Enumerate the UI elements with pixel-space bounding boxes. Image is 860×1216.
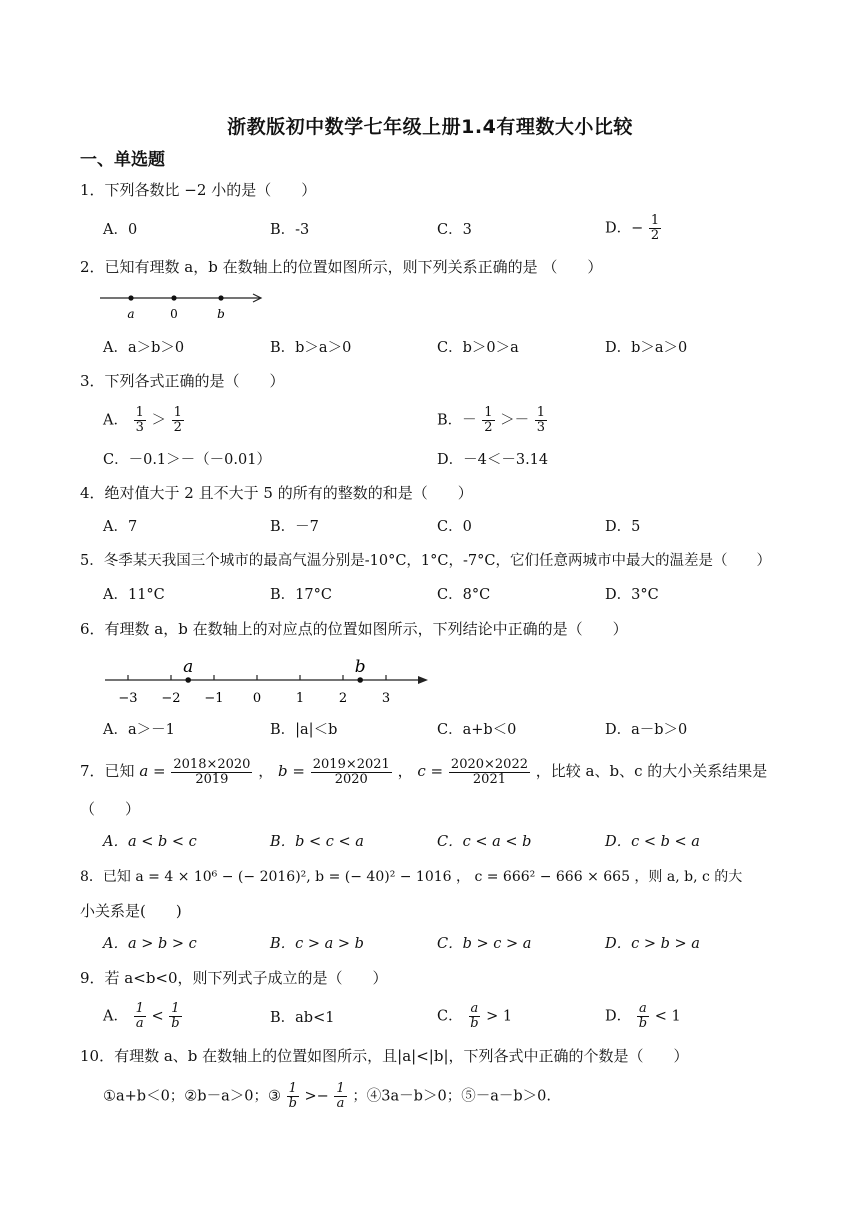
question-9-stem: 9．若 a<b<0，则下列式子成立的是（ ）: [80, 969, 388, 987]
question-7-stem: [80, 755, 767, 787]
axis-tick-label: 3: [381, 691, 391, 706]
numerator: 2020×2022: [450, 756, 528, 772]
q3-option-b: [437, 406, 548, 435]
var-a: a =: [139, 762, 166, 780]
stem-prefix: 7．已知: [80, 762, 140, 780]
fraction: [287, 1082, 299, 1111]
q7-option-a: A．a < b < c: [103, 834, 197, 850]
fraction: [649, 214, 661, 243]
label-b: b: [217, 307, 225, 321]
operator: ＞－: [500, 412, 530, 429]
denominator: 2: [650, 228, 660, 243]
fraction: [482, 406, 494, 435]
q4-option-d: D．5: [605, 519, 641, 535]
q3-option-d: D．－4＜－3.14: [437, 452, 549, 468]
q2-option-c: C．b＞0＞a: [437, 340, 519, 356]
q7-option-b: B．b < c < a: [270, 834, 364, 850]
numerator: a: [639, 1001, 647, 1016]
point-b: [357, 677, 363, 683]
q5-option-d: D．3°C: [605, 587, 659, 603]
operator: ＞: [151, 412, 166, 429]
denominator: b: [470, 1016, 479, 1031]
numerator: 1: [173, 405, 182, 420]
numerator: 1: [288, 1081, 297, 1096]
q5-option-a: A．11°C: [103, 587, 165, 603]
q6-option-d: D．a－b＞0: [605, 722, 688, 738]
q1-option-c: C．3: [437, 222, 472, 238]
denominator: 2: [173, 420, 182, 435]
q8-option-c: C．b > c > a: [437, 936, 532, 952]
q2-option-b: B．b＞a＞0: [270, 340, 352, 356]
numerator: 1: [336, 1081, 345, 1096]
q9-option-b: B．ab<1: [270, 1010, 335, 1026]
question-2-stem: 2．已知有理数 a，b 在数轴上的位置如图所示，则下列关系正确的是 （ ）: [80, 258, 603, 276]
q2-option-d: D．b＞a＞0: [605, 340, 688, 356]
var-b: b =: [278, 762, 305, 780]
denominator: 3: [536, 420, 546, 435]
number-line-q2: [98, 287, 268, 323]
prefix: A．: [103, 1008, 128, 1025]
q2-option-a: A．a＞b＞0: [103, 340, 185, 356]
label-zero: 0: [170, 307, 178, 321]
axis-tick-label: −3: [118, 691, 138, 706]
q3-option-a: [103, 406, 185, 435]
prefix: D．: [605, 1008, 632, 1025]
denominator: b: [638, 1016, 648, 1031]
axis-tick-label: 1: [295, 691, 305, 706]
stem-tail: ，比较 a、b、c 的大小关系结果是: [535, 762, 768, 780]
axis-arrow: [418, 676, 428, 684]
section-heading: 一、单选题: [80, 150, 165, 170]
q6-option-b: B．|a|＜b: [270, 722, 338, 738]
q1-option-a: A．0: [103, 222, 138, 238]
fraction: [172, 406, 184, 435]
q7-option-d: D．c < b < a: [605, 834, 700, 850]
denominator: a: [336, 1096, 345, 1111]
q5-option-c: C．8°C: [437, 587, 491, 603]
numerator: 1: [536, 405, 546, 420]
label-b: b: [354, 657, 366, 677]
q1-option-d: [605, 214, 662, 243]
number-line-q6: [100, 652, 430, 710]
numerator: 2019×2021: [312, 756, 390, 772]
question-6-stem: 6．有理数 a，b 在数轴上的对应点的位置如图所示，下列结论中正确的是（ ）: [80, 620, 628, 638]
axis-tick-label: −2: [161, 691, 181, 706]
prefix: A．: [103, 412, 128, 429]
fraction-c: [449, 758, 530, 787]
separator: ，: [258, 762, 274, 780]
numerator: 2018×2020: [173, 756, 251, 772]
point-a: [185, 677, 191, 683]
denominator: 3: [135, 420, 144, 435]
numerator: 1: [484, 405, 493, 420]
axis-tick-label: 0: [252, 691, 262, 706]
numerator: 1: [171, 1001, 180, 1016]
fraction-a: [171, 758, 252, 787]
fraction: [169, 1002, 181, 1031]
point-b: [218, 295, 223, 300]
q9-option-d: [605, 1002, 681, 1031]
point-zero: [171, 295, 176, 300]
separator: ，: [397, 762, 413, 780]
denominator: 2: [484, 420, 493, 435]
q6-option-a: A．a＞－1: [103, 722, 175, 738]
denominator: b: [171, 1016, 180, 1031]
question-3-stem: 3．下列各式正确的是（ ）: [80, 372, 285, 390]
denominator: b: [288, 1096, 297, 1111]
q4-option-a: A．7: [103, 519, 138, 535]
numerator: 1: [135, 405, 144, 420]
q8-option-b: B．c > a > b: [270, 936, 364, 952]
q4-option-c: C．0: [437, 519, 472, 535]
q4-option-b: B．－7: [270, 519, 319, 535]
question-8-stem-line-1: 8．已知 a = 4 × 10⁶ − (− 2016)², b = (− 40)² − 1016 ， c = 666² − 666 × 665 ，则 a, b, c 的大: [80, 869, 743, 885]
point-a: [128, 295, 133, 300]
operator: <: [151, 1008, 164, 1025]
denominator: 2020: [334, 771, 368, 787]
q10-statements: [103, 1082, 551, 1111]
q3-option-c: C．－0.1＞－（－0.01）: [103, 452, 271, 468]
question-8-stem-line-2: 小关系是( ): [80, 902, 182, 920]
q7-answer-paren: （ ）: [80, 800, 141, 818]
prefix: B．－: [437, 412, 477, 429]
fraction: [134, 1002, 146, 1031]
numerator: 1: [650, 213, 660, 228]
question-4-stem: 4．绝对值大于 2 且不大于 5 的所有的整数的和是（ ）: [80, 484, 473, 502]
fraction: [134, 406, 146, 435]
q1-option-b: B．-3: [270, 222, 310, 238]
fraction: [535, 406, 547, 435]
numerator: 1: [135, 1001, 144, 1016]
prefix: C．: [437, 1008, 463, 1025]
fraction: [637, 1002, 649, 1031]
question-1-stem: 1．下列各数比 −2 小的是（ ）: [80, 181, 317, 199]
q8-option-d: D．c > b > a: [605, 936, 700, 952]
q7-option-c: C．c < a < b: [437, 834, 532, 850]
statements-part-2: ；④3a－b＞0；⑤－a－b＞0.: [352, 1088, 551, 1105]
var-c: c =: [417, 762, 444, 780]
operator: >−: [304, 1088, 329, 1105]
fraction: [334, 1082, 346, 1111]
label-a: a: [183, 657, 194, 677]
question-10-stem: 10．有理数 a、b 在数轴上的位置如图所示，且|a|<|b|，下列各式中正确的个数是（ ）: [80, 1047, 689, 1065]
q9-option-c: [437, 1002, 512, 1031]
axis-tick-label: 2: [338, 691, 348, 706]
fraction: [468, 1002, 480, 1031]
question-5-stem: 5．冬季某天我国三个城市的最高气温分别是-10°C，1°C，-7°C，它们任意两城市中最大的温差是（ ）: [80, 553, 771, 569]
q6-option-c: C．a+b＜0: [437, 722, 517, 738]
fraction-b: [311, 758, 392, 787]
denominator: 2019: [195, 771, 229, 787]
page-title: 浙教版初中数学七年级上册1.4有理数大小比较: [227, 116, 633, 138]
axis-tick-label: −1: [204, 691, 224, 706]
tail: > 1: [486, 1008, 513, 1025]
q8-option-a: A．a > b > c: [103, 936, 197, 952]
tail: < 1: [654, 1008, 681, 1025]
label-a: a: [127, 307, 135, 321]
denominator: 2021: [472, 771, 506, 787]
denominator: a: [135, 1016, 144, 1031]
numerator: a: [470, 1001, 479, 1016]
q5-option-b: B．17°C: [270, 587, 332, 603]
q1-option-d-prefix: D．−: [605, 220, 644, 237]
statements-part-1: ①a+b＜0；②b－a＞0；③: [103, 1088, 281, 1105]
q9-option-a: [103, 1002, 183, 1031]
